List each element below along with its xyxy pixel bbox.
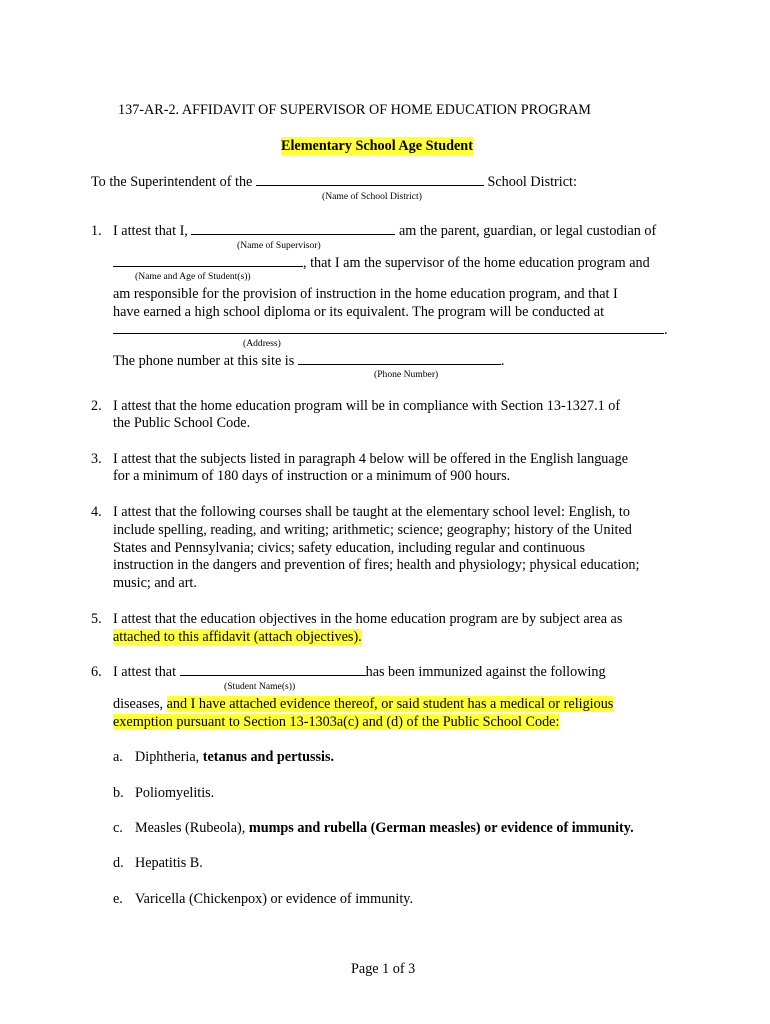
- student-name-age-field[interactable]: [113, 254, 303, 267]
- intro-prefix: To the Superintendent of the: [91, 174, 253, 190]
- item1-line3: am responsible for the provision of instruction in the home education program, and that I: [113, 286, 618, 302]
- document-subtitle: Elementary School Age Student: [281, 138, 473, 154]
- disease-item-c: [113, 819, 634, 837]
- disease-plain: Hepatitis B.: [135, 855, 203, 871]
- item5-number: 5.: [91, 611, 102, 627]
- item2-line2: the Public School Code.: [113, 415, 251, 431]
- item3-line1: I attest that the subjects listed in paragraph 4 below will be offered in the English language: [113, 451, 629, 467]
- item6-line2-plain: diseases,: [113, 696, 164, 712]
- item6-number: 6.: [91, 664, 102, 680]
- item1-number: 1.: [91, 223, 102, 239]
- item4-number: 4.: [91, 504, 102, 520]
- item6-line2: [113, 695, 613, 713]
- disease-item-b: [113, 784, 214, 802]
- phone-suffix: .: [500, 353, 505, 369]
- item6-line1: [113, 663, 606, 681]
- item4-line3: States and Pennsylvania; civics; safety education, including regular and continuous: [113, 540, 586, 556]
- item6-line1-suffix: has been immunized against the following: [365, 664, 606, 680]
- intro-line: [91, 173, 577, 191]
- item6-line2-highlight: and I have attached evidence thereof, or said student has a medical or religious: [166, 696, 614, 712]
- item5-line1: I attest that the education objectives in the home education program are by subject area as: [113, 611, 623, 627]
- item1-line2-suffix: , that I am the supervisor of the home education program and: [303, 255, 650, 271]
- school-district-caption: (Name of School District): [322, 191, 422, 202]
- phone-line: [113, 352, 504, 370]
- phone-caption: (Phone Number): [374, 369, 439, 380]
- item1-line1: [113, 222, 656, 240]
- item4-line1: I attest that the following courses shall be taught at the elementary school level: English, to: [113, 504, 630, 520]
- disease-letter: a.: [113, 749, 123, 765]
- supervisor-name-field[interactable]: [191, 222, 395, 235]
- disease-plain: Measles (Rubeola),: [135, 820, 246, 836]
- item6-line3-highlight: exemption pursuant to Section 13-1303a(c) and (d) of the Public School Code:: [113, 714, 560, 730]
- disease-letter: c.: [113, 820, 123, 836]
- item1-line5: [113, 321, 668, 339]
- address-caption: (Address): [243, 338, 281, 349]
- disease-letter: d.: [113, 855, 124, 871]
- school-district-field[interactable]: [256, 173, 484, 186]
- students-caption: (Name and Age of Student(s)): [135, 271, 251, 282]
- student-names-caption: (Student Name(s)): [224, 681, 296, 692]
- disease-item-a: [113, 748, 334, 766]
- address-field[interactable]: [113, 321, 664, 334]
- page-number: Page 1 of 3: [351, 961, 416, 977]
- disease-item-d: [113, 854, 203, 872]
- disease-plain: Poliomyelitis.: [135, 785, 215, 801]
- disease-letter: e.: [113, 891, 123, 907]
- item1-line2: [113, 254, 650, 272]
- item4-line5: music; and art.: [113, 575, 197, 591]
- item1-line4: have earned a high school diploma or its equivalent. The program will be conducted at: [113, 304, 605, 320]
- item2-number: 2.: [91, 398, 102, 414]
- item4-line4: instruction in the dangers and prevention of fires; health and physiology; physical education;: [113, 557, 640, 573]
- supervisor-caption: (Name of Supervisor): [237, 240, 321, 251]
- disease-item-e: [113, 890, 413, 908]
- item1-line5-suffix: .: [664, 322, 668, 338]
- disease-bold: mumps and rubella (German measles) or evidence of immunity.: [248, 820, 634, 836]
- item6-line3: [113, 713, 559, 731]
- phone-number-field[interactable]: [298, 352, 501, 365]
- item2-line1: I attest that the home education program will be in compliance with Section 13-1327.1 of: [113, 398, 621, 414]
- item4-line2: include spelling, reading, and writing; arithmetic; science; geography; history of the United: [113, 522, 632, 538]
- document-title: 137-AR-2. AFFIDAVIT OF SUPERVISOR OF HOME EDUCATION PROGRAM: [118, 102, 591, 118]
- disease-letter: b.: [113, 785, 124, 801]
- item6-line1-prefix: I attest that: [113, 664, 177, 680]
- disease-plain: Diphtheria,: [135, 749, 200, 765]
- item1-line1-prefix: I attest that I,: [113, 223, 188, 239]
- item5-line2: [113, 628, 362, 646]
- item5-highlight: attached to this affidavit (attach objectives).: [113, 629, 362, 645]
- item3-line2: for a minimum of 180 days of instruction or a minimum of 900 hours.: [113, 468, 511, 484]
- disease-plain: Varicella (Chickenpox) or evidence of immunity.: [135, 891, 414, 907]
- item3-number: 3.: [91, 451, 102, 467]
- phone-prefix: The phone number at this site is: [113, 353, 295, 369]
- student-names-field[interactable]: [180, 663, 366, 676]
- intro-suffix: School District:: [487, 174, 577, 190]
- item1-line1-suffix: am the parent, guardian, or legal custodian of: [398, 223, 657, 239]
- disease-bold: tetanus and pertussis.: [202, 749, 335, 765]
